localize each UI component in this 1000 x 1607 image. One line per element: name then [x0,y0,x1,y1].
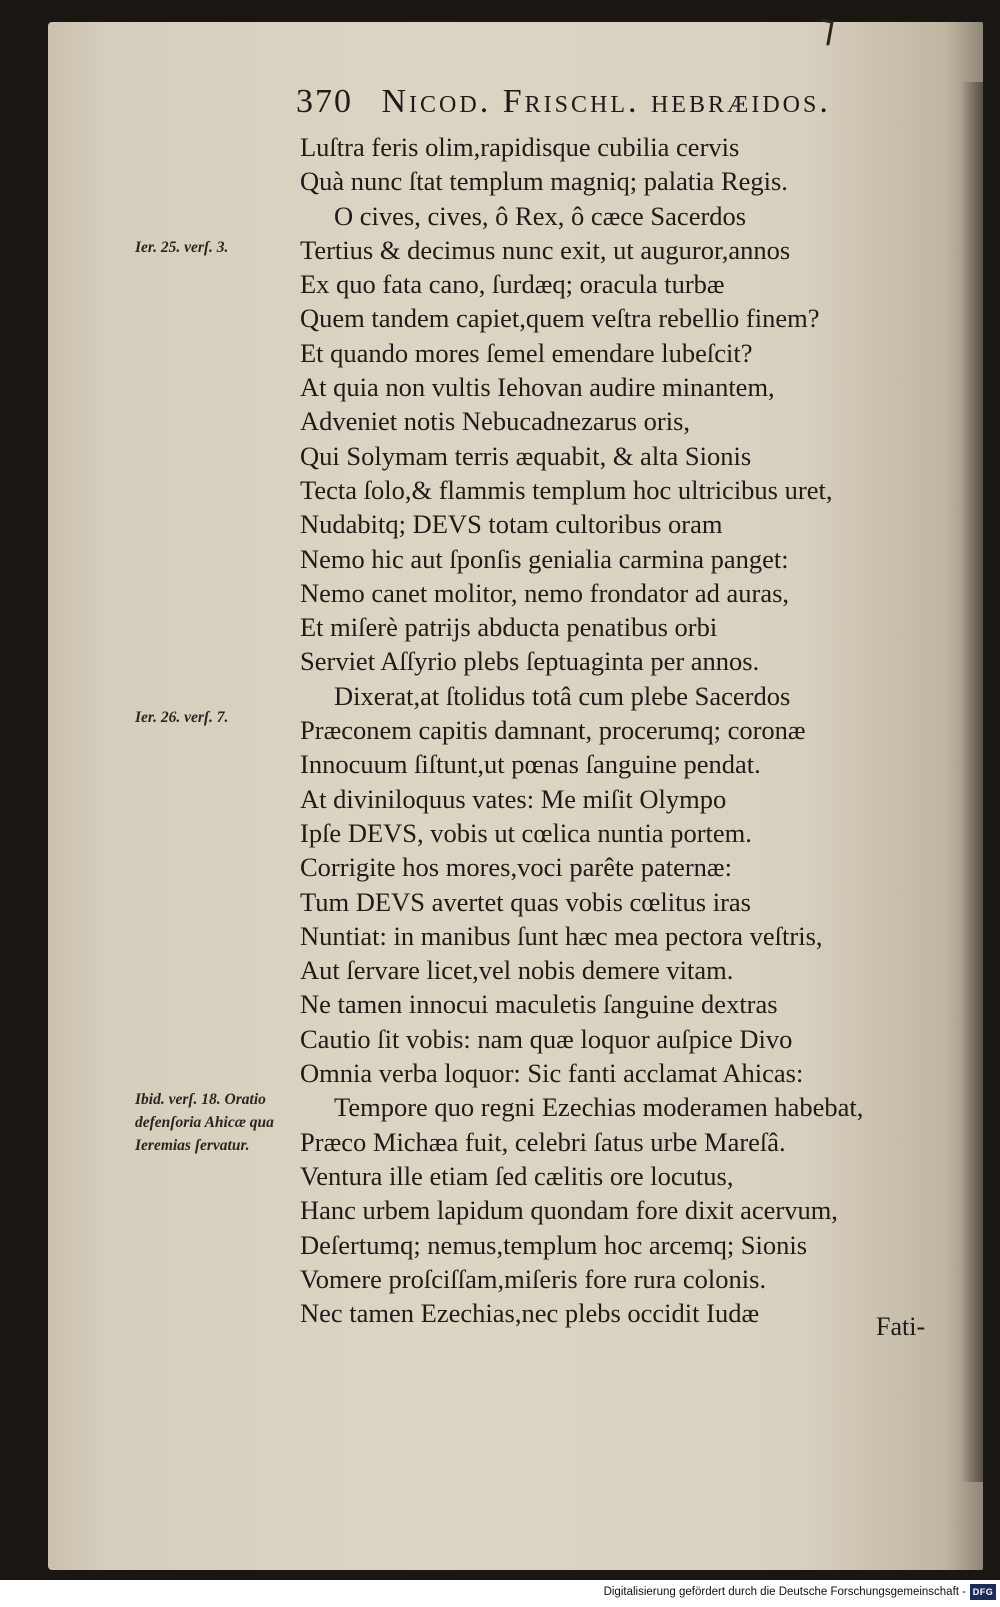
verse-line: Aut ſervare licet,vel nobis demere vitam. [300,955,734,986]
verse-line: Tecta ſolo,& flammis templum hoc ultricibus uret, [300,474,833,505]
verse-line: Qui Solymam terris æquabit, & alta Sionis [300,440,752,471]
dfg-logo: DFG [970,1584,996,1600]
verse-line: Quem tandem capiet,quem veſtra rebellio finem? [300,303,820,334]
verse-line: Hanc urbem lapidum quondam fore dixit acervum, [300,1195,838,1226]
verse-line: Luſtra feris olim,rapidisque cubilia cervis [300,132,740,162]
verse-line: Omnia verba loquor: Sic fanti acclamat Ahicas: [300,1058,804,1089]
verse-line: Deſertumq; nemus,templum hoc arcemq; Sionis [300,1229,808,1260]
verse-line: Corrigite hos mores,voci parête paternæ: [300,852,732,883]
verse-line: Quà nunc ſtat templum magniq; palatia Regis. [300,166,788,197]
running-header [296,82,946,122]
verse-line: Tempore quo regni Ezechias moderamen habebat, [334,1092,864,1123]
verse-line: Dixerat,at ſtolidus totâ cum plebe Sacerdos [334,680,791,711]
verse-line: Ipſe DEVS, vobis ut cœlica nuntia portem. [300,817,752,848]
verse-line: Adveniet notis Nebucadnezarus oris, [300,406,691,437]
verse-line: Nudabitq; DEVS totam cultoribus oram [300,509,723,540]
verse-line: Ex quo fata cano, ſurdæq; oracula turbæ [300,269,725,300]
verse-line: Præconem capitis damnant, procerumq; coronæ [300,715,806,746]
running-title: Nicod. Frischl. hebræidos. [381,83,831,120]
ink-mark [820,18,834,46]
verse-line: Innocuum ſiſtunt,ut pœnas ſanguine pendat. [300,749,761,780]
catchword: Fati- [876,1312,926,1341]
verse-line: Nec tamen Ezechias,nec plebs occidit Iudæ [300,1298,760,1329]
page-edge-shadow [961,82,983,1482]
verse-line: Nuntiat: in manibus ſunt hæc mea pectora veſtris, [300,920,823,951]
verse-line: Tum DEVS avertet quas vobis cœlitus iras [300,886,751,917]
verse-line: At diviniloquus vates: Me miſit Olympo [300,783,727,814]
verse-line: Et quando mores ſemel emendare lubeſcit? [300,337,753,368]
verse-text [300,130,940,1330]
margin-note: Ier. 25. verſ. 3. [135,239,229,256]
verse-line: Cautio ſit vobis: nam quæ loquor auſpice Divo [300,1023,793,1054]
verse-line: Serviet Aſſyrio plebs ſeptuaginta per annos. [300,646,760,677]
margin-note: Ibid. verſ. 18. Oratio defenſoria Ahicæ qua Ieremias ſervatur. [135,1091,274,1154]
verse-line: O cives, cives, ô Rex, ô cæce Sacerdos [334,200,747,231]
verse-line: At quia non vultis Iehovan audire minantem, [300,372,775,403]
funding-credit: Digitalisierung gefördert durch die Deutsche Forschungsgemeinschaft - [603,1586,966,1598]
verse-line: Nemo hic aut ſponſis genialia carmina panget: [300,543,789,574]
page-number: 370 [296,83,353,120]
verse-line: Nemo canet molitor, nemo frondator ad auras, [300,577,790,608]
verse-line: Præco Michæa fuit, celebri ſatus urbe Mareſâ. [300,1126,786,1157]
margin-note: Ier. 26. verſ. 7. [135,709,229,726]
verse-line: Ventura ille etiam ſed cælitis ore locutus, [300,1160,734,1191]
verse-line: Tertius & decimus nunc exit, ut auguror,annos [300,234,791,265]
verse-line: Et miſerè patrijs abducta penatibus orbi [300,612,718,643]
footer-bar [0,1580,1000,1607]
verse-line: Ne tamen innocui maculetis ſanguine dextras [300,989,778,1020]
verse-line: Vomere proſciſſam,miſeris fore rura colonis. [300,1263,767,1294]
